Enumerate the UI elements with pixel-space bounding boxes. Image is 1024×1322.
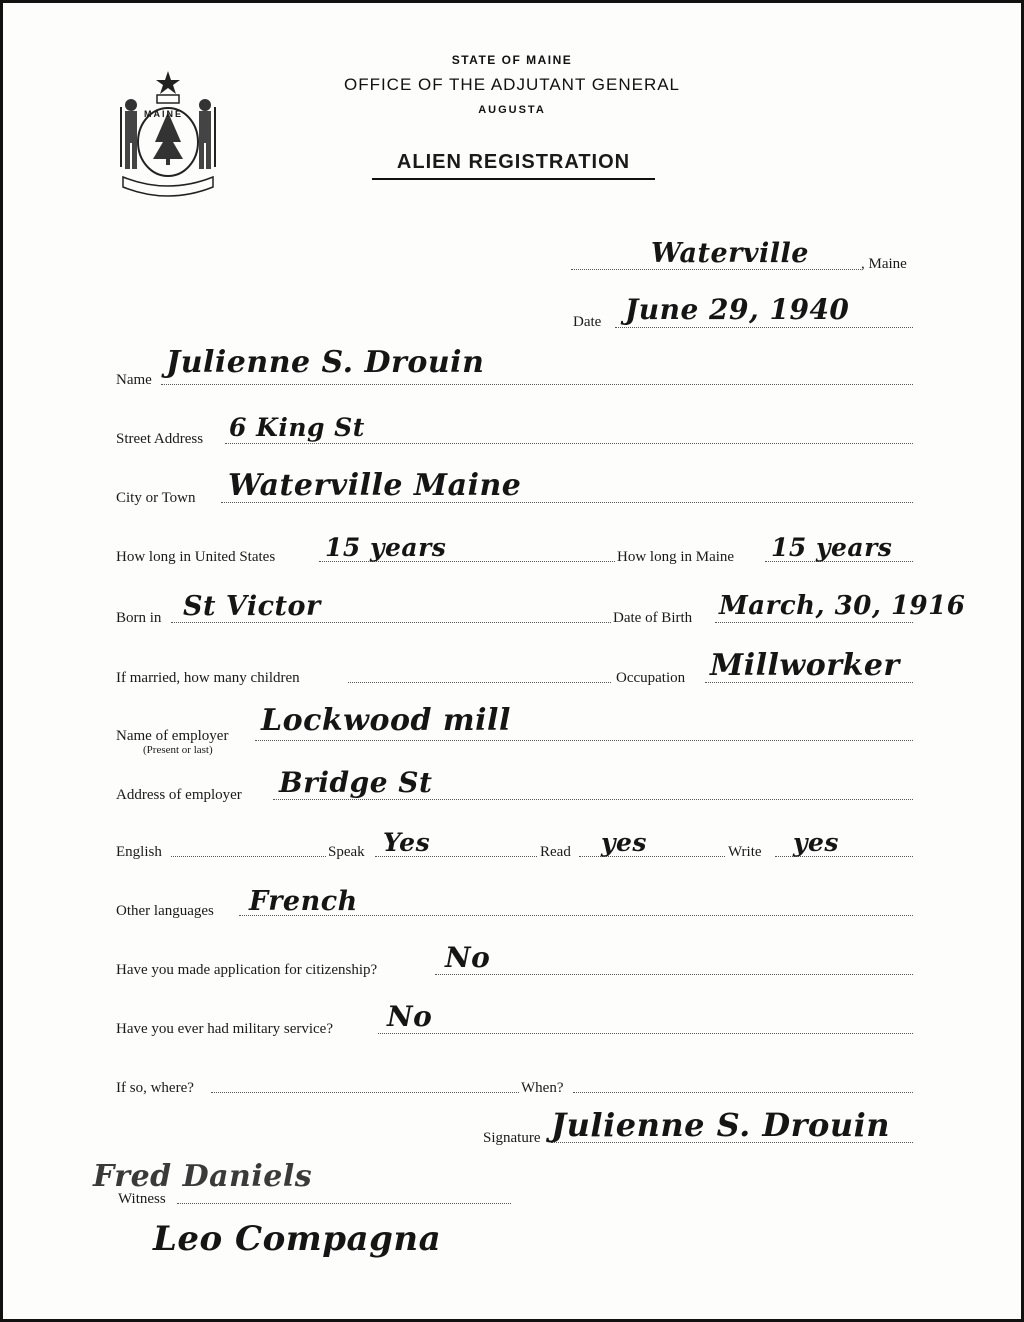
write-label: Write [728, 844, 762, 860]
office-heading: OFFICE OF THE ADJUTANT GENERAL [343, 75, 681, 94]
maine-duration-value: 15 years [771, 533, 893, 562]
place-value: Waterville [651, 238, 809, 269]
employer-line [255, 740, 913, 741]
when-label: When? [521, 1080, 564, 1096]
city-label: City or Town [116, 490, 196, 506]
date-value: June 29, 1940 [625, 293, 850, 326]
us-duration-label: How long in United States [116, 549, 276, 565]
state-heading: STATE OF MAINE [451, 53, 573, 67]
name-label: Name [116, 372, 152, 388]
citizenship-line [435, 974, 913, 975]
english-line [171, 856, 326, 857]
witness-line [177, 1203, 511, 1204]
occupation-label: Occupation [616, 670, 686, 686]
street-label: Street Address [116, 431, 204, 447]
military-label: Have you ever had military service? [116, 1021, 333, 1037]
speak-label: Speak [328, 844, 365, 860]
witness-label: Witness [118, 1191, 166, 1207]
other-languages-label: Other languages [116, 903, 214, 919]
street-line [225, 443, 913, 444]
children-line [348, 682, 611, 683]
seal-caption: MAINE [144, 109, 183, 119]
us-duration-value: 15 years [325, 533, 447, 562]
signature-label: Signature [483, 1130, 541, 1146]
date-line [615, 327, 913, 328]
born-in-value: St Victor [183, 591, 321, 622]
military-line [378, 1033, 913, 1034]
employer-label: Name of employer [116, 728, 229, 744]
born-in-label: Born in [116, 610, 162, 626]
citizenship-value: No [445, 941, 491, 974]
employer-value: Lockwood mill [261, 703, 511, 738]
date-label: Date [573, 314, 602, 330]
witness-value: Fred Daniels [93, 1159, 313, 1194]
signature-value: Julienne S. Drouin [551, 1106, 890, 1144]
name-line [161, 384, 913, 385]
where-label: If so, where? [116, 1080, 194, 1096]
name-value: Julienne S. Drouin [166, 345, 485, 380]
other-languages-value: French [249, 886, 358, 917]
dob-label: Date of Birth [613, 610, 693, 626]
read-label: Read [540, 844, 571, 860]
witness-extra-signature: Leo Compagna [153, 1219, 442, 1259]
city-heading: AUGUSTA [478, 104, 546, 116]
write-value: yes [793, 828, 840, 857]
citizenship-label: Have you made application for citizenship? [116, 962, 378, 978]
street-value: 6 King St [229, 413, 365, 442]
children-label: If married, how many children [116, 670, 300, 686]
where-line [211, 1092, 519, 1093]
born-in-line [171, 622, 611, 623]
dob-value: March, 30, 1916 [719, 591, 966, 621]
occupation-value: Millworker [710, 648, 900, 683]
speak-value: Yes [383, 828, 431, 857]
employer-address-label: Address of employer [116, 787, 242, 803]
military-value: No [387, 1000, 433, 1033]
employer-sublabel: (Present or last) [143, 744, 213, 756]
dob-line [715, 622, 913, 623]
when-line [573, 1092, 913, 1093]
place-suffix: , Maine [861, 256, 907, 272]
employer-address-line [273, 799, 913, 800]
place-line [571, 269, 861, 270]
form-title: ALIEN REGISTRATION [372, 151, 655, 180]
employer-address-value: Bridge St [279, 766, 433, 799]
english-label: English [116, 844, 162, 860]
read-value: yes [601, 828, 648, 857]
city-value: Waterville Maine [228, 468, 522, 503]
maine-duration-label: How long in Maine [617, 549, 735, 565]
